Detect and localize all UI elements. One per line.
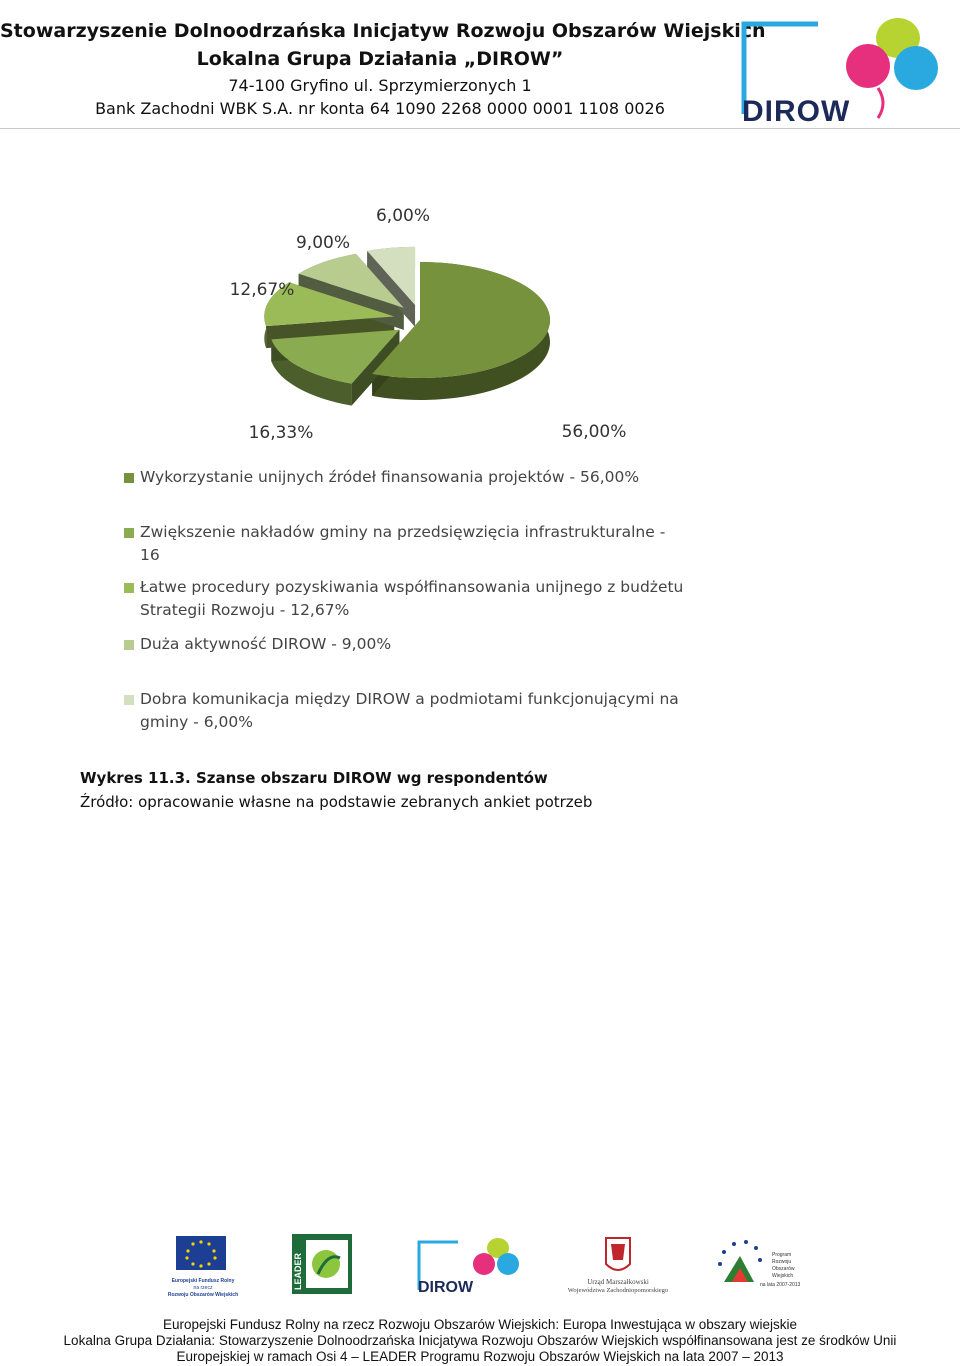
footer-line-3: Europejskiej w ramach Osi 4 – LEADER Programu Rozwoju Obszarów Wiejskich na lata 2007 – 2013 bbox=[176, 1349, 784, 1364]
pie-data-label: 12,67% bbox=[229, 280, 295, 300]
legend-label: Zwiększenie nakładów gminy na przedsięwzięcia infrastrukturalne - 16 bbox=[140, 523, 666, 564]
svg-text:Rozwoju: Rozwoju bbox=[772, 1259, 792, 1265]
legend-swatch bbox=[124, 583, 134, 593]
legend-item bbox=[124, 576, 685, 622]
eu-flag-icon bbox=[160, 1234, 246, 1298]
svg-text:Województwa Zachodniopomorskie: Województwa Zachodniopomorskiego bbox=[567, 1287, 669, 1294]
legend-swatch bbox=[124, 695, 134, 705]
footer-line-1: Europejski Fundusz Rolny na rzecz Rozwoju Obszarów Wiejskich: Europa Inwestująca w obszary wiejskie bbox=[162, 1317, 797, 1332]
legend-item bbox=[124, 633, 685, 656]
svg-text:na lata 2007-2013: na lata 2007-2013 bbox=[760, 1282, 801, 1288]
leader-logo-text: LEADER bbox=[293, 1252, 303, 1290]
dirow-footer-logo bbox=[416, 1234, 520, 1296]
legend-item bbox=[124, 466, 685, 489]
eu-logo-text: Europejski Fundusz Rolny bbox=[171, 1278, 235, 1284]
legend-swatch bbox=[124, 640, 134, 650]
svg-text:na rzecz: na rzecz bbox=[193, 1285, 213, 1291]
header-divider bbox=[0, 128, 960, 129]
header-address: 74-100 Gryfino ul. Sprzymierzonych 1 bbox=[228, 76, 532, 95]
legend-item bbox=[124, 521, 685, 567]
footer-logos bbox=[0, 1230, 960, 1300]
legend-swatch bbox=[124, 473, 134, 483]
svg-text:Rozwoju Obszarów Wiejskich: Rozwoju Obszarów Wiejskich bbox=[167, 1292, 239, 1298]
marshal-text: Urząd Marszałkowski bbox=[587, 1278, 649, 1286]
pie-data-label: 6,00% bbox=[375, 206, 431, 226]
prow-text: Program bbox=[772, 1252, 792, 1258]
dirow-logo bbox=[738, 8, 938, 126]
legend-label: Duża aktywność DIROW - 9,00% bbox=[140, 635, 392, 653]
pie-data-label: 9,00% bbox=[295, 233, 351, 253]
legend-item bbox=[124, 688, 685, 734]
pie-data-label: 56,00% bbox=[561, 422, 627, 442]
header-org-name: Stowarzyszenie Dolnoodrzańska Inicjatyw Rozwoju Obszarów Wiejskich bbox=[0, 20, 766, 42]
figure-caption: Wykres 11.3. Szanse obszaru DIROW wg respondentów bbox=[80, 769, 548, 787]
header-bank: Bank Zachodni WBK S.A. nr konta 64 1090 2268 0000 0001 1108 0026 bbox=[95, 99, 665, 118]
marshal-office-logo bbox=[556, 1234, 680, 1296]
prow-logo bbox=[710, 1234, 802, 1294]
figure-source: Źródło: opracowanie własne na podstawie zebranych ankiet potrzeb bbox=[80, 793, 593, 811]
header-lgd-name: Lokalna Grupa Działania „DIROW” bbox=[196, 48, 564, 70]
svg-text:Obszarów: Obszarów bbox=[772, 1266, 795, 1272]
svg-text:DIROW: DIROW bbox=[742, 95, 851, 126]
legend-label: Dobra komunikacja między DIROW a podmiotami funkcjonującymi na gminy - 6,00% bbox=[140, 690, 679, 731]
legend-label: Łatwe procedury pozyskiwania współfinansowania unijnego z budżetu Strategii Rozwoju - 12,67% bbox=[140, 578, 684, 619]
leader-logo bbox=[292, 1234, 352, 1294]
svg-text:DIROW: DIROW bbox=[418, 1279, 474, 1296]
legend-label: Wykorzystanie unijnych źródeł finansowania projektów - 56,00% bbox=[140, 468, 640, 486]
pie-chart bbox=[0, 190, 960, 450]
svg-text:Wiejskich: Wiejskich bbox=[772, 1273, 794, 1279]
footer-line-2: Lokalna Grupa Działania: Stowarzyszenie Dolnoodrzańska Inicjatywa Rozwoju Obszarów Wiejskich współfinansowana jest ze środków Unii bbox=[63, 1333, 897, 1348]
legend-swatch bbox=[124, 528, 134, 538]
pie-data-label: 16,33% bbox=[248, 423, 314, 443]
